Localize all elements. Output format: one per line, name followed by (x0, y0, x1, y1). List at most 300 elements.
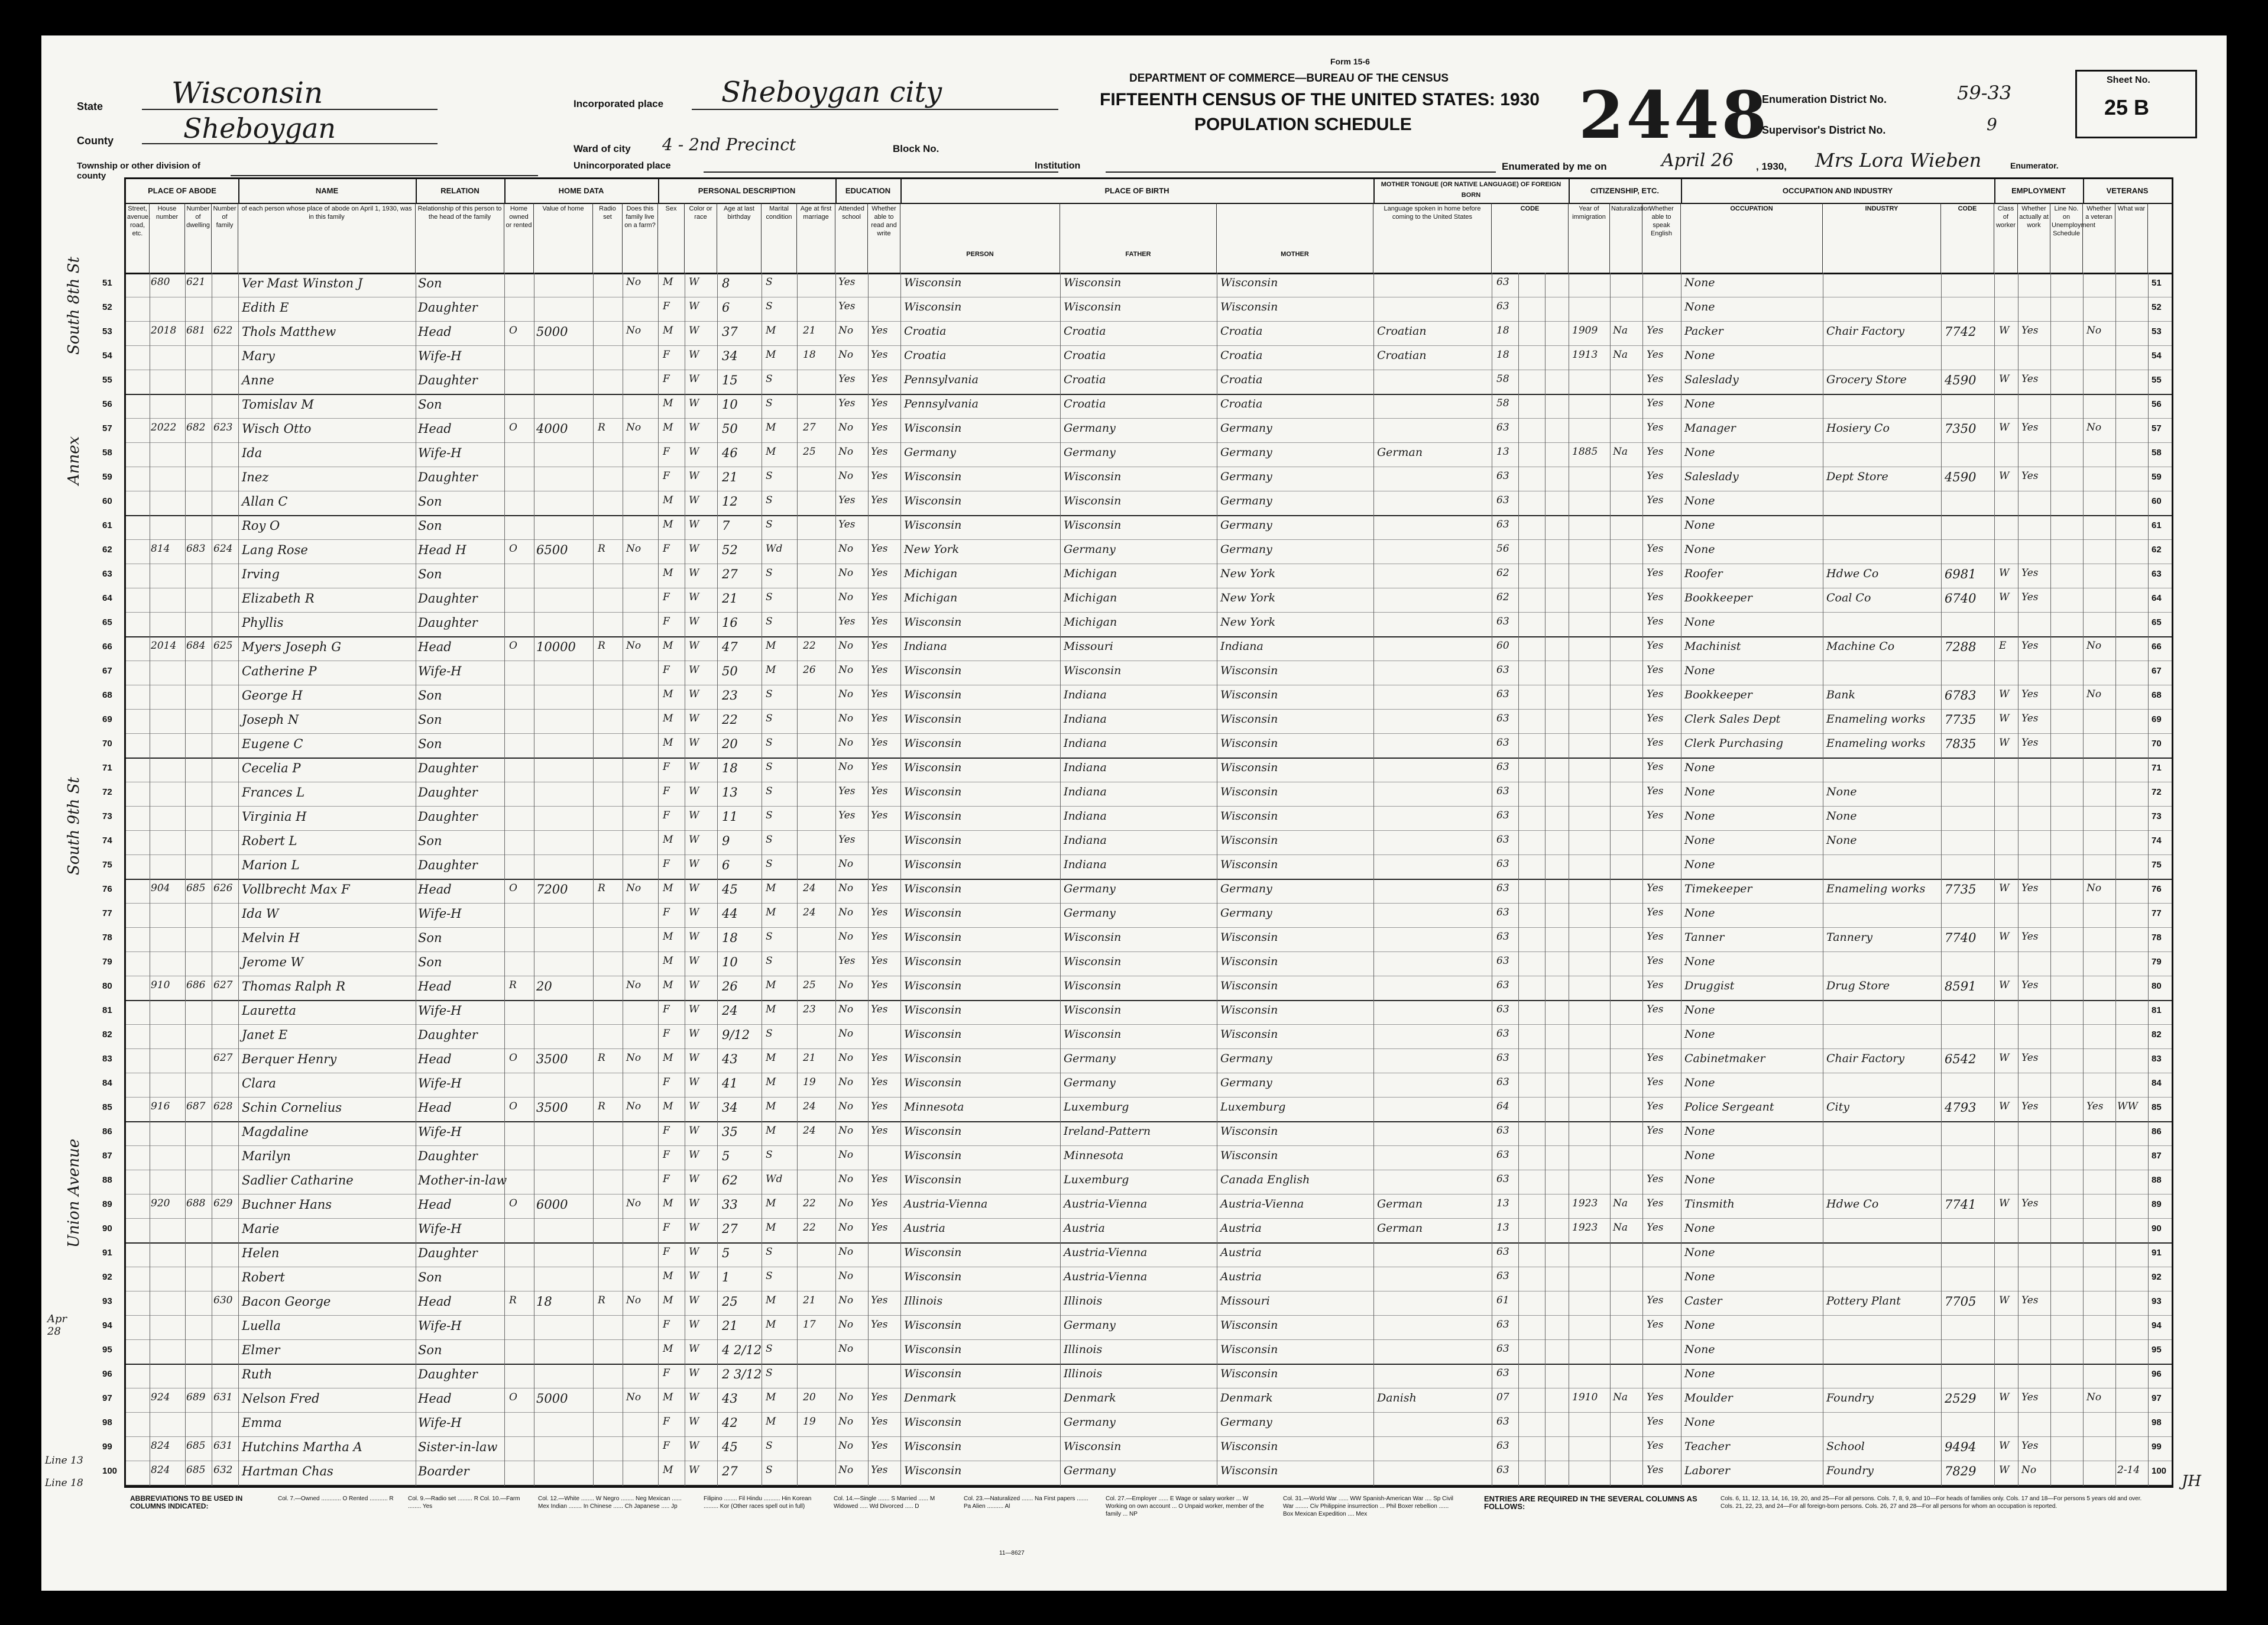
cell-age: 20 (722, 737, 738, 751)
cell-birthplace-person: Wisconsin (904, 470, 962, 483)
cell-occ-code: 7735 (1945, 713, 1977, 727)
subhead-occ-code: CODE (1941, 203, 1994, 273)
line-number-left: 93 (102, 1296, 112, 1306)
cell-family-number: 622 (213, 325, 233, 336)
cell-veteran: No (2086, 640, 2102, 652)
cell-occupation: Packer (1684, 325, 1723, 338)
column-rule (1941, 273, 1942, 1486)
line-number-left: 86 (102, 1127, 112, 1137)
cell-person-name: Tomislav M (242, 397, 314, 412)
cell-english: Yes (1647, 1125, 1664, 1137)
cell-race: W (689, 713, 699, 724)
cell-race: W (689, 834, 699, 846)
cell-birthplace-father: Indiana (1064, 761, 1107, 774)
cell-age-first-marriage: 18 (803, 349, 816, 361)
cell-school: No (838, 1270, 854, 1282)
cell-person-name: Robert L (242, 834, 297, 848)
cell-marital: Wd (766, 543, 783, 555)
cell-lang-code: 63 (1496, 1004, 1509, 1015)
enumerated-date: April 26 (1661, 150, 1734, 171)
cell-age: 43 (722, 1391, 738, 1406)
cell-school: No (838, 1222, 854, 1234)
cell-person-name: Cecelia P (242, 761, 301, 775)
cell-language: German (1377, 1222, 1423, 1235)
sd-value: 9 (1987, 115, 1997, 134)
cell-occ-code: 7742 (1945, 325, 1977, 339)
cell-industry: Hdwe Co (1826, 1197, 1879, 1210)
line-number-left: 54 (102, 351, 112, 361)
cell-person-name: Eugene C (242, 737, 303, 751)
cell-birthplace-mother: Wisconsin (1220, 688, 1278, 701)
cell-radio-set: R (598, 882, 605, 894)
cell-age: 43 (722, 1052, 738, 1066)
cell-age-first-marriage: 21 (803, 325, 816, 336)
cell-person-name: Sadlier Catharine (242, 1173, 354, 1187)
line-number-left: 73 (102, 811, 112, 821)
cell-birthplace-father: Germany (1064, 907, 1116, 920)
cell-relation: Son (418, 1343, 442, 1357)
cell-occupation: Police Sergeant (1684, 1100, 1774, 1113)
cell-read-write: Yes (871, 664, 888, 676)
table-row (102, 564, 2172, 588)
cell-birthplace-person: Wisconsin (904, 1173, 962, 1186)
column-rule (185, 273, 186, 1486)
cell-class-of-worker: W (1999, 713, 2010, 724)
cell-home-owned: O (509, 1197, 517, 1209)
table-row (102, 1024, 2172, 1049)
cell-read-write: Yes (871, 543, 888, 555)
cell-war: WW (2117, 1100, 2138, 1112)
cell-class-of-worker: W (1999, 373, 2010, 385)
line-number-left: 68 (102, 690, 112, 700)
cell-age-first-marriage: 21 (803, 1294, 816, 1306)
cell-lang-code: 63 (1496, 1270, 1509, 1282)
cell-birthplace-person: Wisconsin (904, 1004, 962, 1017)
cell-race: W (689, 907, 699, 918)
cell-birthplace-mother: New York (1220, 567, 1276, 580)
cell-birthplace-father: Michigan (1064, 591, 1117, 604)
group-occupation: OCCUPATION AND INDUSTRY (1681, 179, 1995, 204)
cell-school: No (838, 1343, 854, 1355)
cell-lang-code: 63 (1496, 955, 1509, 967)
cell-read-write: Yes (871, 713, 888, 724)
cell-marital: S (766, 1343, 773, 1355)
cell-relation: Head (418, 1197, 452, 1212)
cell-age: 21 (722, 470, 738, 484)
cell-age-first-marriage: 19 (803, 1076, 816, 1088)
line-number-right: 91 (2152, 1248, 2162, 1258)
cell-occ-code: 6542 (1945, 1052, 1977, 1066)
cell-at-work: Yes (2021, 882, 2039, 894)
cell-relation: Son (418, 688, 442, 703)
cell-birthplace-father: Germany (1064, 882, 1116, 895)
cell-radio-set: R (598, 422, 605, 433)
cell-age: 18 (722, 931, 738, 945)
margin-street-1: South 8th St (65, 257, 83, 355)
cell-family-number: 628 (213, 1100, 233, 1112)
cell-occ-code: 7740 (1945, 931, 1977, 945)
subhead-radio: Radio set (593, 203, 623, 273)
cell-school: No (838, 664, 854, 676)
cell-sex: F (663, 907, 670, 918)
cell-english: Yes (1647, 591, 1664, 603)
cell-home-value: 6500 (536, 543, 568, 557)
cell-relation: Wife-H (418, 1319, 462, 1333)
cell-marital: S (766, 955, 773, 967)
line-number-right: 63 (2152, 569, 2162, 579)
line-number-right: 89 (2152, 1199, 2162, 1209)
line-number-left: 78 (102, 933, 112, 943)
cell-birthplace-father: Indiana (1064, 834, 1107, 847)
cell-person-name: Schin Cornelius (242, 1100, 342, 1115)
cell-school: No (838, 543, 854, 555)
cell-read-write: Yes (871, 979, 888, 991)
cell-birthplace-person: Wisconsin (904, 955, 962, 968)
cell-age-first-marriage: 26 (803, 664, 816, 676)
cell-birthplace-father: Croatia (1064, 349, 1106, 362)
cell-age: 50 (722, 422, 738, 436)
cell-class-of-worker: W (1999, 1440, 2010, 1452)
cell-person-name: Hartman Chas (242, 1464, 333, 1478)
cell-school: No (838, 1464, 854, 1476)
cell-age: 25 (722, 1294, 738, 1309)
cell-at-work: Yes (2021, 713, 2039, 724)
table-row (102, 806, 2172, 831)
line-number-right: 64 (2152, 593, 2162, 603)
cell-school: No (838, 907, 854, 918)
cell-birthplace-person: Austria-Vienna (904, 1197, 988, 1210)
cell-birthplace-mother: Wisconsin (1220, 1149, 1278, 1162)
cell-sex: F (663, 1076, 670, 1088)
cell-industry: None (1826, 810, 1857, 823)
group-education: EDUCATION (835, 179, 902, 204)
line-number-right: 82 (2152, 1030, 2162, 1040)
cell-school: No (838, 1440, 854, 1452)
cell-english: Yes (1647, 1222, 1664, 1234)
cell-marital: S (766, 1440, 773, 1452)
table-row (102, 491, 2172, 516)
cell-language: German (1377, 446, 1423, 459)
cell-relation: Wife-H (418, 446, 462, 460)
cell-race: W (689, 1004, 699, 1015)
cell-sex: M (663, 567, 673, 579)
cell-house-number: 920 (151, 1197, 170, 1209)
cell-english: Yes (1647, 616, 1664, 627)
cell-birthplace-mother: Luxemburg (1220, 1100, 1286, 1113)
margin-street-3: South 9th St (65, 777, 83, 875)
cell-read-write: Yes (871, 567, 888, 579)
cell-home-owned: O (509, 422, 517, 433)
cell-class-of-worker: W (1999, 1391, 2010, 1403)
line-number-left: 70 (102, 739, 112, 749)
cell-birthplace-person: Wisconsin (904, 713, 962, 726)
margin-line-13: Line 13 (45, 1455, 83, 1467)
cell-lang-code: 63 (1496, 1076, 1509, 1088)
cell-dwelling-number: 687 (186, 1100, 206, 1112)
line-number-right: 71 (2152, 763, 2162, 773)
table-row (102, 879, 2172, 904)
cell-birthplace-father: Austria-Vienna (1064, 1246, 1148, 1259)
cell-radio-set: R (598, 1052, 605, 1064)
cell-relation: Son (418, 567, 442, 581)
cell-class-of-worker: E (1999, 640, 2007, 652)
cell-birthplace-father: Wisconsin (1064, 664, 1122, 677)
cell-read-write: Yes (871, 640, 888, 652)
cell-read-write: Yes (871, 1416, 888, 1427)
cell-sex: F (663, 616, 670, 627)
cell-race: W (689, 1197, 699, 1209)
cell-age: 5 (722, 1149, 730, 1163)
cell-immigration-year: 1909 (1572, 325, 1598, 336)
cell-english: Yes (1647, 446, 1664, 458)
cell-class-of-worker: W (1999, 1052, 2010, 1064)
cell-occupation: None (1684, 543, 1715, 556)
cell-occupation: None (1684, 494, 1715, 507)
cell-language: Croatian (1377, 325, 1427, 338)
cell-relation: Son (418, 931, 442, 945)
cell-marital: M (766, 349, 776, 361)
cell-birthplace-mother: Canada English (1220, 1173, 1310, 1186)
cell-relation: Daughter (418, 1149, 478, 1163)
line-number-left: 53 (102, 326, 112, 336)
cell-sex: F (663, 470, 670, 482)
line-number-left: 51 (102, 278, 112, 288)
cell-lang-code: 63 (1496, 834, 1509, 846)
cell-english: Yes (1647, 907, 1664, 918)
cell-class-of-worker: W (1999, 325, 2010, 336)
cell-school: No (838, 882, 854, 894)
cell-industry: City (1826, 1100, 1849, 1113)
cell-home-owned: O (509, 325, 517, 336)
schedule-table (102, 177, 2173, 1488)
cell-relation: Son (418, 834, 442, 848)
line-number-right: 72 (2152, 787, 2162, 797)
cell-race: W (689, 422, 699, 433)
cell-industry: Hdwe Co (1826, 567, 1879, 580)
cell-lang-code: 62 (1496, 591, 1509, 603)
cell-home-value: 4000 (536, 422, 568, 436)
line-number-left: 64 (102, 593, 112, 603)
cell-class-of-worker: W (1999, 1197, 2010, 1209)
cell-sex: M (663, 1464, 673, 1476)
cell-sex: F (663, 373, 670, 385)
cell-read-write: Yes (871, 737, 888, 749)
cell-birthplace-person: Wisconsin (904, 1125, 962, 1138)
cell-family-number: 631 (213, 1440, 233, 1452)
column-rule (2083, 273, 2084, 1486)
ed-label: Enumeration District No. (1762, 93, 1887, 105)
cell-home-value: 5000 (536, 1391, 568, 1406)
cell-english: Yes (1647, 1294, 1664, 1306)
cell-industry: Chair Factory (1826, 1052, 1905, 1065)
column-rule (2050, 273, 2051, 1486)
cell-sex: F (663, 785, 670, 797)
cell-lang-code: 63 (1496, 761, 1509, 773)
cell-occupation: None (1684, 1319, 1715, 1332)
cell-marital: Wd (766, 1173, 783, 1185)
cell-language: Danish (1377, 1391, 1417, 1404)
cell-birthplace-mother: Germany (1220, 494, 1272, 507)
cell-naturalization: Na (1613, 1197, 1628, 1209)
cell-birthplace-father: Indiana (1064, 713, 1107, 726)
cell-read-write: Yes (871, 955, 888, 967)
cell-farm: No (626, 1391, 641, 1403)
cell-person-name: Luella (242, 1319, 281, 1333)
cell-immigration-year: 1910 (1572, 1391, 1598, 1403)
cell-birthplace-person: Wisconsin (904, 1464, 962, 1477)
line-number-right: 96 (2152, 1369, 2162, 1379)
column-rule (1518, 273, 1519, 1486)
cell-radio-set: R (598, 1100, 605, 1112)
cell-sex: F (663, 664, 670, 676)
cell-relation: Mother-in-law (418, 1173, 507, 1187)
cell-sex: F (663, 1222, 670, 1234)
cell-marital: S (766, 858, 773, 870)
cell-relation: Wife-H (418, 907, 462, 921)
cell-read-write: Yes (871, 446, 888, 458)
cell-read-write: Yes (871, 761, 888, 773)
subhead-sex: Sex (658, 203, 685, 273)
cell-person-name: Nelson Fred (242, 1391, 320, 1406)
abbrev-col12: Col. 12.—White ........ W Negro ........ Neg Mexican ...... Mex Indian ........ In Chinese ...... Ch Japanese ..... Jp (538, 1495, 682, 1510)
cell-marital: S (766, 1464, 773, 1476)
cell-read-write: Yes (871, 1052, 888, 1064)
cell-sex: F (663, 1028, 670, 1040)
cell-birthplace-father: Germany (1064, 1416, 1116, 1429)
cell-person-name: George H (242, 688, 303, 703)
cell-school: Yes (838, 616, 856, 627)
department-line: DEPARTMENT OF COMMERCE—BUREAU OF THE CENSUS (1129, 72, 1449, 85)
cell-race: W (689, 543, 699, 555)
cell-school: No (838, 979, 854, 991)
cell-occupation: None (1684, 519, 1715, 532)
cell-school: No (838, 325, 854, 336)
cell-sex: M (663, 519, 673, 530)
cell-sex: M (663, 1197, 673, 1209)
line-number-left: 69 (102, 714, 112, 724)
cell-immigration-year: 1923 (1572, 1197, 1598, 1209)
cell-read-write: Yes (871, 688, 888, 700)
column-rule (835, 273, 836, 1486)
ward-value: 4 - 2nd Precinct (662, 135, 796, 154)
cell-house-number: 2018 (151, 325, 177, 336)
line-number-right: 59 (2152, 472, 2162, 482)
cell-english: Yes (1647, 1440, 1664, 1452)
cell-occupation: None (1684, 907, 1715, 920)
cell-sex: M (663, 979, 673, 991)
cell-occupation: Teacher (1684, 1440, 1730, 1453)
cell-class-of-worker: W (1999, 688, 2010, 700)
line-number-right: 65 (2152, 617, 2162, 627)
cell-birthplace-person: Wisconsin (904, 1076, 962, 1089)
cell-school: No (838, 446, 854, 458)
line-number-right: 69 (2152, 714, 2162, 724)
cell-industry: Tannery (1826, 931, 1873, 944)
cell-age: 45 (722, 882, 738, 896)
cell-race: W (689, 1343, 699, 1355)
cell-occ-code: 7705 (1945, 1294, 1977, 1309)
cell-age: 8 (722, 276, 730, 290)
cell-birthplace-father: Wisconsin (1064, 979, 1122, 992)
cell-birthplace-father: Illinois (1064, 1294, 1103, 1307)
cell-occupation: None (1684, 1246, 1715, 1259)
line-number-left: 91 (102, 1248, 112, 1258)
cell-relation: Son (418, 955, 442, 969)
cell-age: 10 (722, 955, 738, 969)
cell-home-owned: O (509, 543, 517, 555)
cell-sex: F (663, 300, 670, 312)
subhead-dwelling: Number of dwelling (185, 203, 212, 273)
table-row (102, 830, 2172, 855)
cell-person-name: Hutchins Martha A (242, 1440, 362, 1454)
cell-english: Yes (1647, 713, 1664, 724)
cell-read-write: Yes (871, 1076, 888, 1088)
table-row (102, 1242, 2172, 1267)
subhead-house: House number (150, 203, 185, 273)
cell-occupation: Tanner (1684, 931, 1725, 944)
cell-industry: Machine Co (1826, 640, 1895, 653)
cell-school: No (838, 640, 854, 652)
column-rule (1610, 273, 1611, 1486)
group-veterans: VETERANS (2083, 179, 2172, 204)
cell-marital: S (766, 1246, 773, 1258)
cell-person-name: Anne (242, 373, 274, 387)
cell-occ-code: 4590 (1945, 470, 1977, 484)
cell-read-write: Yes (871, 470, 888, 482)
cell-lang-code: 63 (1496, 737, 1509, 749)
sheet-box (2075, 70, 2197, 138)
cell-read-write: Yes (871, 422, 888, 433)
table-row (102, 1267, 2172, 1291)
cell-marital: S (766, 616, 773, 627)
cell-age-first-marriage: 20 (803, 1391, 816, 1403)
cell-home-value: 5000 (536, 325, 568, 339)
subhead-family: Number of family (212, 203, 238, 273)
county-value: Sheboygan (183, 112, 336, 144)
cell-english: Yes (1647, 422, 1664, 433)
table-row (102, 321, 2172, 346)
cell-home-value: 3500 (536, 1052, 568, 1066)
cell-farm: No (626, 325, 641, 336)
cell-age: 26 (722, 979, 738, 993)
cell-birthplace-person: Wisconsin (904, 664, 962, 677)
cell-birthplace-mother: Germany (1220, 446, 1272, 459)
enumerator-name: Mrs Lora Wieben (1815, 149, 1982, 171)
line-number-right: 51 (2152, 278, 2162, 288)
cell-birthplace-person: Wisconsin (904, 834, 962, 847)
line-number-left: 77 (102, 908, 112, 918)
cell-birthplace-father: Illinois (1064, 1343, 1103, 1356)
cell-read-write: Yes (871, 1222, 888, 1234)
abbrev-col12b: Filipino ........ Fil Hindu .......... Hin Korean ......... Kor (Other races spell out in full) (704, 1495, 812, 1510)
cell-marital: M (766, 1319, 776, 1331)
cell-birthplace-person: Wisconsin (904, 422, 962, 435)
cell-lang-code: 63 (1496, 1343, 1509, 1355)
cell-person-name: Marion L (242, 858, 300, 872)
cell-age-first-marriage: 17 (803, 1319, 816, 1331)
cell-marital: S (766, 713, 773, 724)
cell-person-name: Vollbrecht Max F (242, 882, 350, 896)
cell-english: Yes (1647, 640, 1664, 652)
line-number-right: 79 (2152, 957, 2162, 967)
cell-dwelling-number: 686 (186, 979, 206, 991)
cell-family-number: 631 (213, 1391, 233, 1403)
line-number-left: 55 (102, 375, 112, 385)
subhead-read-write: Whether able to read and write (868, 203, 900, 273)
cell-sex: F (663, 1004, 670, 1015)
cell-english: Yes (1647, 1197, 1664, 1209)
cell-sex: M (663, 1270, 673, 1282)
